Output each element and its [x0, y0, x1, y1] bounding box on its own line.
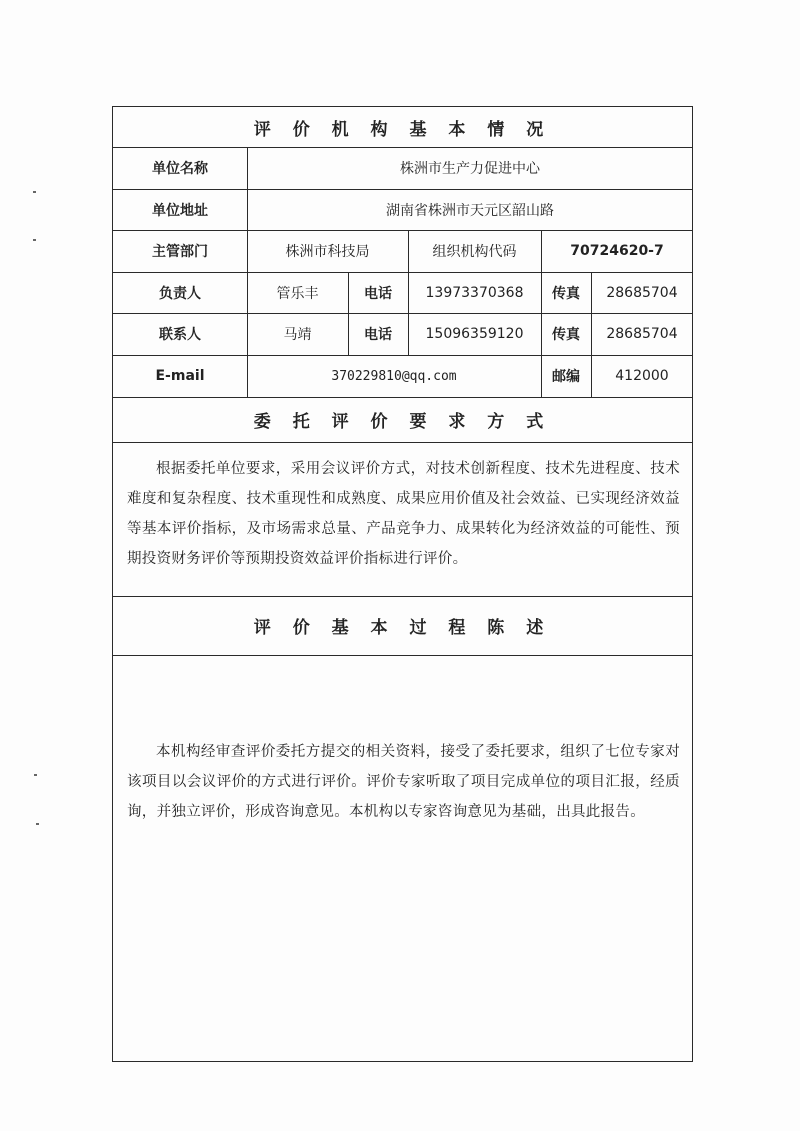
scan-speck	[33, 191, 36, 193]
email-value: 370229810@qq.com	[331, 368, 457, 384]
dept-label: 主管部门	[152, 244, 208, 260]
dept-value: 株洲市科技局	[285, 244, 370, 260]
org-code-label: 组织机构代码	[432, 244, 517, 260]
org-code-value: 70724620-7	[570, 243, 664, 259]
unit-name-label: 单位名称	[152, 161, 208, 177]
postcode-label: 邮编	[552, 369, 580, 385]
head-fax-label: 传真	[552, 285, 580, 302]
postcode-value: 412000	[615, 368, 669, 384]
contact-name: 马靖	[283, 327, 312, 343]
head-fax: 28685704	[606, 284, 678, 301]
address-value: 湖南省株洲市天元区韶山路	[386, 202, 554, 219]
unit-name-value: 株洲市生产力促进中心	[400, 161, 540, 177]
contact-label: 联系人	[159, 327, 201, 343]
scan-speck	[34, 774, 37, 776]
contact-fax-label: 传真	[552, 327, 580, 343]
evaluation-method-text: 根据委托单位要求，采用会议评价方式，对技术创新程度、技术先进程度、技术难度和复杂程度、技术重现性和成熟度、成果应用价值及社会效益、已实现经济效益等基本评价指标，及市场需求总量、产品竞争力、成果转化为经济效益的可能性、预期投资财务评价等预期投资效益评价指标进行评价。	[127, 461, 680, 567]
contact-fax: 28685704	[606, 326, 678, 342]
contact-phone-label: 电话	[364, 327, 392, 343]
head-label: 负责人	[159, 285, 201, 302]
email-label: E-mail	[155, 368, 205, 384]
evaluation-form-table	[112, 106, 693, 1062]
scan-speck	[36, 823, 39, 825]
section-title-evaluation-method: 委 托 评 价 要 求 方 式	[253, 412, 552, 432]
address-label: 单位地址	[152, 202, 208, 219]
head-name: 管乐丰	[276, 285, 319, 302]
evaluation-process-text: 本机构经审查评价委托方提交的相关资料，接受了委托要求，组织了七位专家对该项目以会议评价的方式进行评价。评价专家听取了项目完成单位的项目汇报，经质询，并独立评价，形成咨询意见。本机构以专家咨询意见为基础，出具此报告。	[127, 744, 680, 820]
section-title-basic-info: 评 价 机 构 基 本 情 况	[253, 119, 552, 140]
section-title-evaluation-process: 评 价 基 本 过 程 陈 述	[253, 618, 552, 638]
head-phone-label: 电话	[364, 285, 392, 302]
contact-phone: 15096359120	[425, 326, 524, 342]
head-phone: 13973370368	[425, 284, 524, 301]
scan-speck	[33, 239, 36, 241]
